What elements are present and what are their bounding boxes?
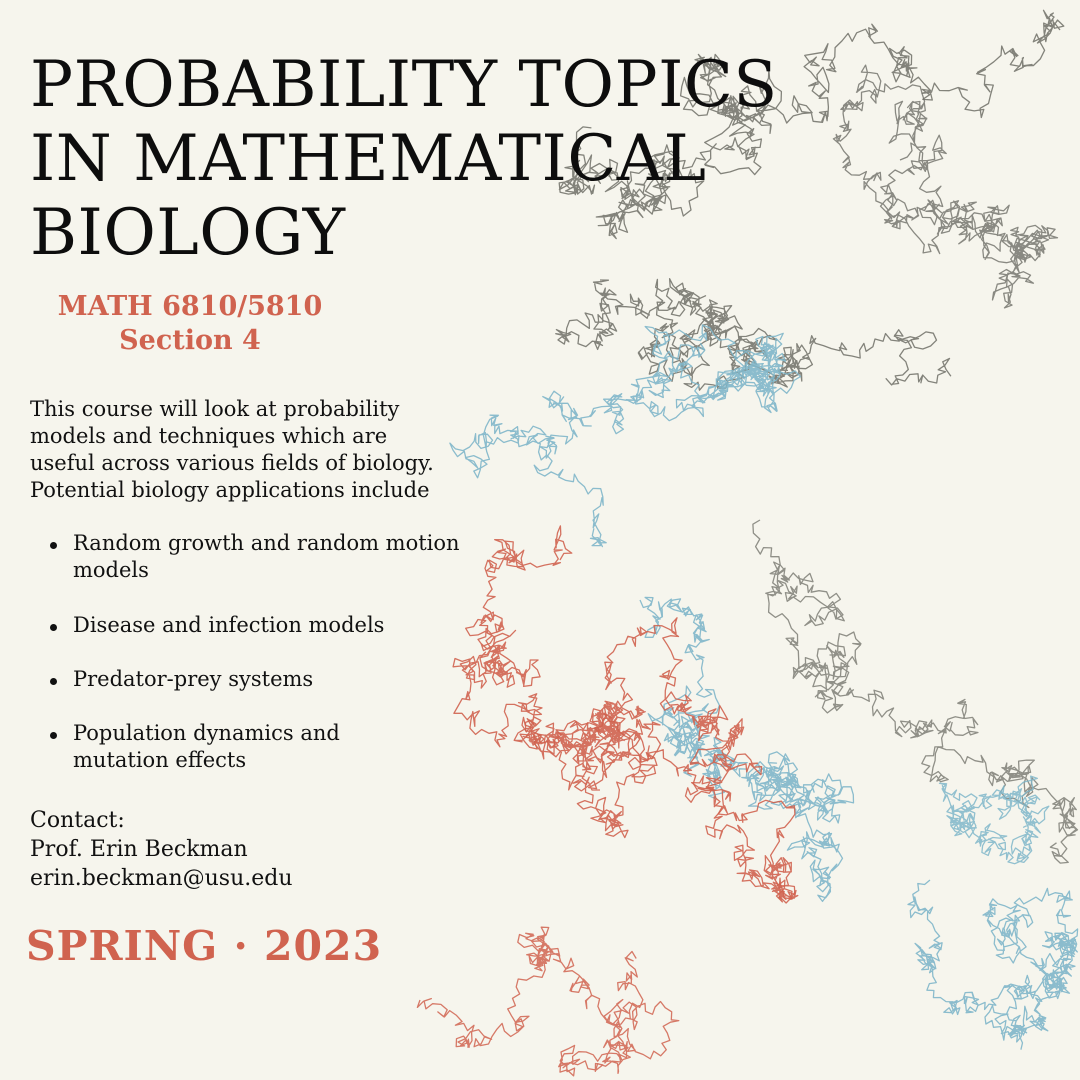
description-line-4: Potential biology applications include [30, 478, 430, 502]
course-code-text: MATH 6810/5810 [57, 291, 323, 322]
bullet-icon [50, 624, 57, 631]
title-line-2: IN MATHEMATICAL [30, 122, 707, 196]
contact-name: Prof. Erin Beckman [30, 837, 248, 862]
course-section-text: Section 4 [119, 325, 261, 356]
list-item-text: Disease and infection models [73, 613, 385, 637]
list-item-text: Predator-prey systems [73, 667, 314, 691]
contact-block [30, 806, 430, 893]
bullet-icon [50, 678, 57, 685]
bullet-icon [50, 542, 57, 549]
course-description [30, 396, 550, 504]
list-item-text: Population dynamics and mutation effects [73, 721, 340, 772]
description-line-3: useful across various fields of biology. [30, 451, 434, 475]
course-title [30, 48, 890, 270]
term-label: SPRING · 2023 [26, 922, 383, 970]
contact-email[interactable]: erin.beckman@usu.edu [30, 866, 293, 891]
list-item-text: Random growth and random motion models [73, 531, 460, 582]
contact-label: Contact: [30, 808, 125, 833]
description-line-2: models and techniques which are [30, 424, 388, 448]
title-line-3: BIOLOGY [30, 196, 346, 270]
description-line-1: This course will look at probability [30, 397, 400, 421]
bullet-icon [50, 732, 57, 739]
course-number [30, 290, 350, 358]
title-line-1: PROBABILITY TOPICS [30, 48, 778, 122]
